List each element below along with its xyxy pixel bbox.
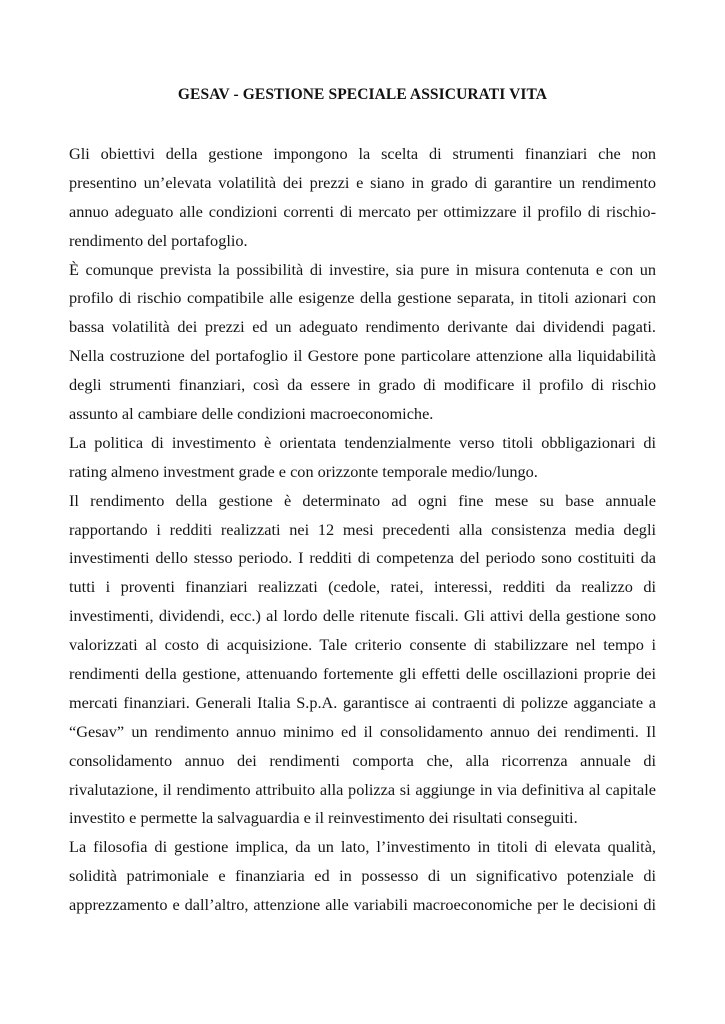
paragraph-line: rapportando i redditi realizzati nei 12 mesi precedenti alla consistenza media degli <box>69 519 656 539</box>
document-body <box>69 140 656 920</box>
paragraph-line: Gli obiettivi della gestione impongono la scelta di strumenti finanziari che non <box>69 144 656 163</box>
paragraph <box>69 256 656 429</box>
paragraph-line: La filosofia di gestione implica, da un lato, l’investimento in titoli di elevata qualità, <box>69 837 656 857</box>
paragraph-line: La politica di investimento è orientata tendenzialmente verso titoli obbligazionari di <box>69 432 656 452</box>
paragraph-line: degli strumenti finanziari, così da essere in grado di modificare il profilo di rischio <box>69 375 656 395</box>
paragraph-line: rendimento del portafoglio. <box>69 230 248 250</box>
paragraph <box>69 429 656 487</box>
paragraph-line: rivalutazione, il rendimento attribuito alla polizza si aggiunge in via definitiva al capitale <box>69 779 656 799</box>
paragraph-line: investimenti dello stesso periodo. I redditi di competenza del periodo sono costituiti da <box>69 548 656 568</box>
paragraph-line: rendimenti della gestione, attenuando fortemente gli effetti delle oscillazioni proprie dei <box>69 664 656 684</box>
paragraph <box>69 140 656 256</box>
paragraph-line: mercati finanziari. Generali Italia S.p.A. garantisce ai contraenti di polizze agganciate a <box>69 692 656 712</box>
paragraph-line: rating almeno investment grade e con orizzonte temporale medio/lungo. <box>69 461 538 481</box>
paragraph-line: “Gesav” un rendimento annuo minimo ed il consolidamento annuo dei rendimenti. Il <box>69 721 656 741</box>
paragraph-line: Nella costruzione del portafoglio il Gestore pone particolare attenzione alla liquidabilità <box>69 346 656 366</box>
paragraph-line: tutti i proventi finanziari realizzati (cedole, ratei, interessi, redditi da realizzo di <box>69 577 656 597</box>
paragraph <box>69 487 656 834</box>
paragraph-line: assunto al cambiare delle condizioni macroeconomiche. <box>69 404 434 424</box>
paragraph-line: presentino un’elevata volatilità dei prezzi e siano in grado di garantire un rendimento <box>69 172 656 192</box>
paragraph-line: bassa volatilità dei prezzi ed un adeguato rendimento derivante dai dividendi pagati. <box>69 317 656 337</box>
paragraph-line: investito e permette la salvaguardia e il reinvestimento dei risultati conseguiti. <box>69 808 578 828</box>
paragraph-line: Il rendimento della gestione è determinato ad ogni fine mese su base annuale <box>69 490 656 510</box>
paragraph-line: solidità patrimoniale e finanziaria ed in possesso di un significativo potenziale di <box>69 866 656 886</box>
paragraph-line: annuo adeguato alle condizioni correnti di mercato per ottimizzare il profilo di rischio- <box>69 201 656 221</box>
paragraph-line: investimenti, dividendi, ecc.) al lordo delle ritenute fiscali. Gli attivi della gestione sono <box>69 606 656 626</box>
paragraph-line: valorizzati al costo di acquisizione. Tale criterio consente di stabilizzare nel tempo i <box>69 635 656 655</box>
paragraph-line: È comunque prevista la possibilità di investire, sia pure in misura contenuta e con un <box>69 259 656 279</box>
paragraph-line: consolidamento annuo dei rendimenti comporta che, alla ricorrenza annuale di <box>69 750 656 770</box>
paragraph <box>69 833 656 920</box>
document-title: GESAV - GESTIONE SPECIALE ASSICURATI VITA <box>177 86 548 103</box>
paragraph-line: profilo di rischio compatibile alle esigenze della gestione separata, in titoli azionari con <box>69 288 656 308</box>
paragraph-line: apprezzamento e dall’altro, attenzione alle variabili macroeconomiche per le decisioni di <box>69 895 656 915</box>
